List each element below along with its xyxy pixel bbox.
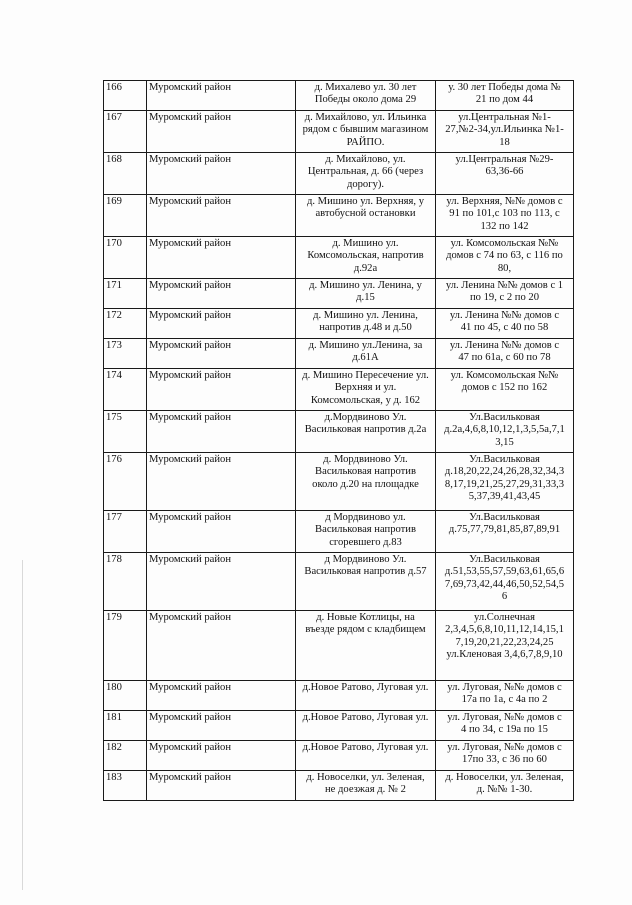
- location-cell: [296, 611, 436, 681]
- served-addresses-cell: [436, 339, 574, 369]
- address-line: домов с 152 по 162: [461, 382, 548, 394]
- location-cell: [296, 237, 436, 279]
- table-row: [104, 511, 574, 553]
- district-cell: Муромский район: [147, 611, 296, 681]
- table-row: [104, 411, 574, 453]
- location-line: д Мордвиново ул.: [325, 512, 406, 523]
- location-line: д. Новоселки, ул. Зеленая,: [306, 772, 425, 783]
- location-line: д. Новые Котлицы, на: [316, 612, 415, 623]
- address-line: ул.Центральная №29-: [455, 154, 554, 165]
- address-line: 17а по 1а, с 4а по 2: [461, 694, 548, 706]
- address-line: ул.Центральная №1-: [458, 112, 551, 123]
- served-addresses-cell: [436, 611, 574, 681]
- location-line: Васильковая напротив: [315, 524, 416, 536]
- address-line: ул.Солнечная: [474, 612, 535, 623]
- table-row: [104, 369, 574, 411]
- district-cell: Муромский район: [147, 411, 296, 453]
- address-line: 4 по 34, с 19а по 15: [461, 724, 548, 736]
- table-row: [104, 771, 574, 801]
- address-line: 27,№2-34,ул.Ильинка №1-: [445, 124, 564, 136]
- address-line: 80,: [497, 262, 512, 274]
- address-line: 63,36-66: [485, 166, 524, 178]
- location-line: не доезжая д. № 2: [325, 784, 406, 796]
- row-number-cell: 174: [104, 369, 147, 411]
- address-line: 7,69,73,42,44,46,50,52,54,5: [444, 578, 565, 590]
- district-cell: Муромский район: [147, 339, 296, 369]
- row-number-cell: 180: [104, 681, 147, 711]
- location-line: д. Михайлово, ул. Ильинка: [304, 112, 427, 123]
- location-line: сгоревшего д.83: [329, 536, 402, 548]
- location-cell: [296, 81, 436, 111]
- address-line: ул. Луговая, №№ домов с: [447, 682, 562, 693]
- district-cell: Муромский район: [147, 237, 296, 279]
- address-line: 2,3,4,5,6,8,10,11,12,14,15,1: [445, 624, 564, 636]
- address-line: ул. Комсомольская №№: [450, 238, 559, 249]
- table-row: [104, 111, 574, 153]
- location-line: д.Мордвиново Ул.: [324, 412, 407, 423]
- district-cell: Муромский район: [147, 771, 296, 801]
- address-line: Ул.Васильковая: [469, 512, 540, 523]
- location-line: Васильковая напротив д.57: [304, 566, 427, 578]
- location-line: РАЙПО.: [346, 136, 385, 148]
- served-addresses-cell: [436, 553, 574, 611]
- served-addresses-cell: [436, 741, 574, 771]
- district-cell: Муромский район: [147, 279, 296, 309]
- served-addresses-cell: [436, 771, 574, 801]
- address-line: 7,19,20,21,22,23,24,25: [455, 636, 554, 648]
- location-line: около д.20 на площадке: [312, 478, 419, 490]
- district-cell: Муромский район: [147, 195, 296, 237]
- table-row: [104, 309, 574, 339]
- district-cell: Муромский район: [147, 711, 296, 741]
- location-line: д.92а: [353, 262, 378, 274]
- address-line: д. Новоселки, ул. Зеленая,: [445, 772, 564, 783]
- served-addresses-cell: [436, 681, 574, 711]
- location-line: Комсомольская, напротив: [307, 250, 424, 262]
- address-line: 47 по 61а, с 60 по 78: [458, 352, 551, 364]
- address-line: по 19, с 2 по 20: [469, 292, 539, 304]
- table-row: [104, 611, 574, 681]
- served-addresses-cell: [436, 309, 574, 339]
- address-line: ул. Луговая, №№ домов с: [447, 742, 562, 753]
- served-addresses-cell: [436, 453, 574, 511]
- table-row: [104, 237, 574, 279]
- location-line: д. Мишино ул. Ленина, у: [309, 280, 422, 291]
- address-line: Ул.Васильковая: [469, 412, 540, 423]
- address-line: 17по 33, с 36 по 60: [462, 754, 547, 766]
- served-addresses-cell: [436, 111, 574, 153]
- row-number-cell: 181: [104, 711, 147, 741]
- row-number-cell: 177: [104, 511, 147, 553]
- row-number-cell: 175: [104, 411, 147, 453]
- table-row: [104, 553, 574, 611]
- address-line: Ул.Васильковая: [469, 454, 540, 465]
- scan-edge-line: [22, 560, 23, 890]
- district-cell: Муромский район: [147, 741, 296, 771]
- location-line: д.Новое Ратово, Луговая ул.: [302, 682, 429, 693]
- served-addresses-cell: [436, 237, 574, 279]
- table-row: [104, 153, 574, 195]
- location-line: д.Новое Ратово, Луговая ул.: [302, 742, 429, 753]
- address-line: ул. Ленина №№ домов с: [449, 310, 560, 321]
- location-line: Победы около дома 29: [314, 94, 417, 106]
- location-line: Комсомольская, у д. 162: [310, 394, 421, 406]
- location-line: д.15: [356, 292, 375, 304]
- table-row: [104, 279, 574, 309]
- location-cell: [296, 711, 436, 741]
- location-line: Васильковая напротив: [315, 466, 416, 478]
- table-row: [104, 195, 574, 237]
- district-cell: Муромский район: [147, 309, 296, 339]
- address-line: 41 по 45, с 40 по 58: [460, 322, 549, 334]
- row-number-cell: 170: [104, 237, 147, 279]
- district-cell: Муромский район: [147, 553, 296, 611]
- location-line: д Мордвиново Ул.: [324, 554, 407, 565]
- location-line: д. Мишино ул.Ленина, за: [308, 340, 423, 351]
- location-line: рядом с бывшим магазином: [302, 124, 429, 136]
- location-cell: [296, 411, 436, 453]
- address-line: ул. Ленина №№ домов с 1: [445, 280, 564, 291]
- location-line: дорогу).: [346, 178, 385, 190]
- address-line: д.75,77,79,81,85,87,89,91: [448, 524, 561, 536]
- district-cell: Муромский район: [147, 453, 296, 511]
- served-addresses-cell: [436, 81, 574, 111]
- address-line: д.18,20,22,24,26,28,32,34,3: [444, 466, 565, 478]
- location-cell: [296, 153, 436, 195]
- row-number-cell: 178: [104, 553, 147, 611]
- location-cell: [296, 681, 436, 711]
- district-cell: Муромский район: [147, 511, 296, 553]
- row-number-cell: 169: [104, 195, 147, 237]
- address-line: д.2а,4,6,8,10,12,1,3,5,5а,7,1: [444, 424, 565, 436]
- address-line: 8,17,19,21,25,27,29,31,33,3: [444, 478, 565, 490]
- address-line: д.51,53,55,57,59,63,61,65,6: [444, 566, 565, 578]
- address-line: 6: [501, 591, 508, 603]
- location-line: д. Мордвиново Ул.: [323, 454, 408, 465]
- address-line: 3,15: [495, 436, 514, 448]
- location-cell: [296, 369, 436, 411]
- row-number-cell: 176: [104, 453, 147, 511]
- row-number-cell: 183: [104, 771, 147, 801]
- location-line: д.Новое Ратово, Луговая ул.: [302, 712, 429, 723]
- district-cell: Муромский район: [147, 369, 296, 411]
- location-cell: [296, 741, 436, 771]
- table-body: [104, 81, 574, 801]
- collection-points-table: [103, 80, 574, 801]
- district-cell: Муромский район: [147, 81, 296, 111]
- address-line: 5,37,39,41,43,45: [468, 491, 541, 503]
- address-line: ул. Луговая, №№ домов с: [447, 712, 562, 723]
- location-line: Васильковая напротив д.2а: [304, 424, 427, 436]
- address-line: 18: [499, 136, 510, 148]
- location-line: д. Михалево ул. 30 лет: [314, 82, 417, 93]
- row-number-cell: 172: [104, 309, 147, 339]
- address-line: ул. Ленина №№ домов с: [449, 340, 560, 351]
- address-line: Ул.Васильковая: [469, 554, 540, 565]
- location-cell: [296, 511, 436, 553]
- served-addresses-cell: [436, 153, 574, 195]
- location-line: Верхняя и ул.: [334, 382, 397, 394]
- address-line: 21 по дом 44: [475, 94, 534, 106]
- table-row: [104, 711, 574, 741]
- location-line: д.61А: [352, 352, 379, 364]
- row-number-cell: 179: [104, 611, 147, 681]
- location-cell: [296, 771, 436, 801]
- served-addresses-cell: [436, 195, 574, 237]
- table-row: [104, 741, 574, 771]
- location-line: въезде рядом с кладбищем: [305, 624, 426, 636]
- row-number-cell: 166: [104, 81, 147, 111]
- location-line: Центральная, д. 66 (через: [307, 166, 424, 178]
- address-line: д. №№ 1-30.: [476, 784, 533, 796]
- row-number-cell: 182: [104, 741, 147, 771]
- row-number-cell: 167: [104, 111, 147, 153]
- served-addresses-cell: [436, 369, 574, 411]
- served-addresses-cell: [436, 511, 574, 553]
- address-line: у. 30 лет Победы дома №: [448, 82, 561, 93]
- location-cell: [296, 339, 436, 369]
- location-cell: [296, 553, 436, 611]
- district-cell: Муромский район: [147, 111, 296, 153]
- served-addresses-cell: [436, 411, 574, 453]
- table-row: [104, 339, 574, 369]
- location-cell: [296, 309, 436, 339]
- location-line: напротив д.48 и д.50: [319, 322, 412, 334]
- location-cell: [296, 195, 436, 237]
- row-number-cell: 171: [104, 279, 147, 309]
- address-line: 91 по 101,с 103 по 113, с: [449, 208, 560, 220]
- row-number-cell: 173: [104, 339, 147, 369]
- table-row: [104, 453, 574, 511]
- table-row: [104, 681, 574, 711]
- table-row: [104, 81, 574, 111]
- address-line: ул. Комсомольская №№: [450, 370, 559, 381]
- location-cell: [296, 453, 436, 511]
- location-line: автобусной остановки: [315, 208, 416, 220]
- location-line: д. Мишино ул.: [332, 238, 399, 249]
- served-addresses-cell: [436, 711, 574, 741]
- row-number-cell: 168: [104, 153, 147, 195]
- district-cell: Муромский район: [147, 153, 296, 195]
- location-line: д. Мишино ул. Верхняя, у: [306, 196, 424, 207]
- address-line: домов с 74 по 63, с 116 по: [446, 250, 563, 262]
- address-line: ул.Кленовая 3,4,6,7,8,9,10: [446, 649, 563, 661]
- location-line: д. Мишино Пересечение ул.: [302, 370, 429, 381]
- served-addresses-cell: [436, 279, 574, 309]
- district-cell: Муромский район: [147, 681, 296, 711]
- address-line: 132 по 142: [480, 220, 529, 232]
- location-line: д. Мишино ул. Ленина,: [313, 310, 418, 321]
- location-cell: [296, 111, 436, 153]
- address-line: ул. Верхняя, №№ домов с: [446, 196, 563, 207]
- location-line: д. Михайлово, ул.: [325, 154, 406, 165]
- location-cell: [296, 279, 436, 309]
